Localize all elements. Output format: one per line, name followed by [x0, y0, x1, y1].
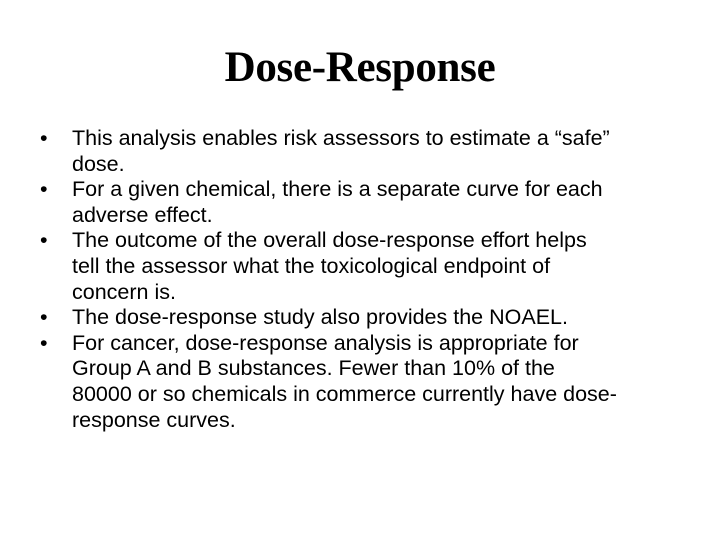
- bullet-text-line: adverse effect.: [72, 202, 213, 227]
- bullet-icon: •: [40, 177, 48, 202]
- bullet-text-line: tell the assessor what the toxicological endpoint of: [72, 253, 551, 278]
- bullet-text-line: The outcome of the overall dose-response effort helps: [72, 228, 587, 253]
- bullet-text-line: response curves.: [72, 407, 236, 432]
- bullet-text-line: For cancer, dose-response analysis is appropriate for: [72, 330, 579, 355]
- bullet-item: [40, 177, 680, 228]
- bullet-text-line: This analysis enables risk assessors to estimate a “safe”: [72, 126, 610, 150]
- bullet-text-line: 80000 or so chemicals in commerce currently have dose-: [72, 381, 617, 406]
- bullet-text-line: concern is.: [72, 279, 176, 304]
- bullet-item: [40, 331, 680, 433]
- slide-title: Dose-Response: [224, 44, 496, 91]
- bullet-item: [40, 228, 680, 305]
- bullet-item: [40, 126, 680, 177]
- bullet-icon: •: [40, 228, 48, 253]
- bullet-list: [40, 126, 680, 433]
- bullet-icon: •: [40, 126, 48, 150]
- bullet-text-line: dose.: [72, 151, 125, 176]
- bullet-text-line: Group A and B substances. Fewer than 10% of the: [72, 356, 555, 381]
- bullet-icon: •: [40, 330, 48, 355]
- bullet-text-line: For a given chemical, there is a separate curve for each: [72, 177, 603, 202]
- bullet-text-line: The dose-response study also provides the NOAEL.: [72, 305, 568, 330]
- bullet-icon: •: [40, 305, 48, 330]
- bullet-item: [40, 305, 680, 331]
